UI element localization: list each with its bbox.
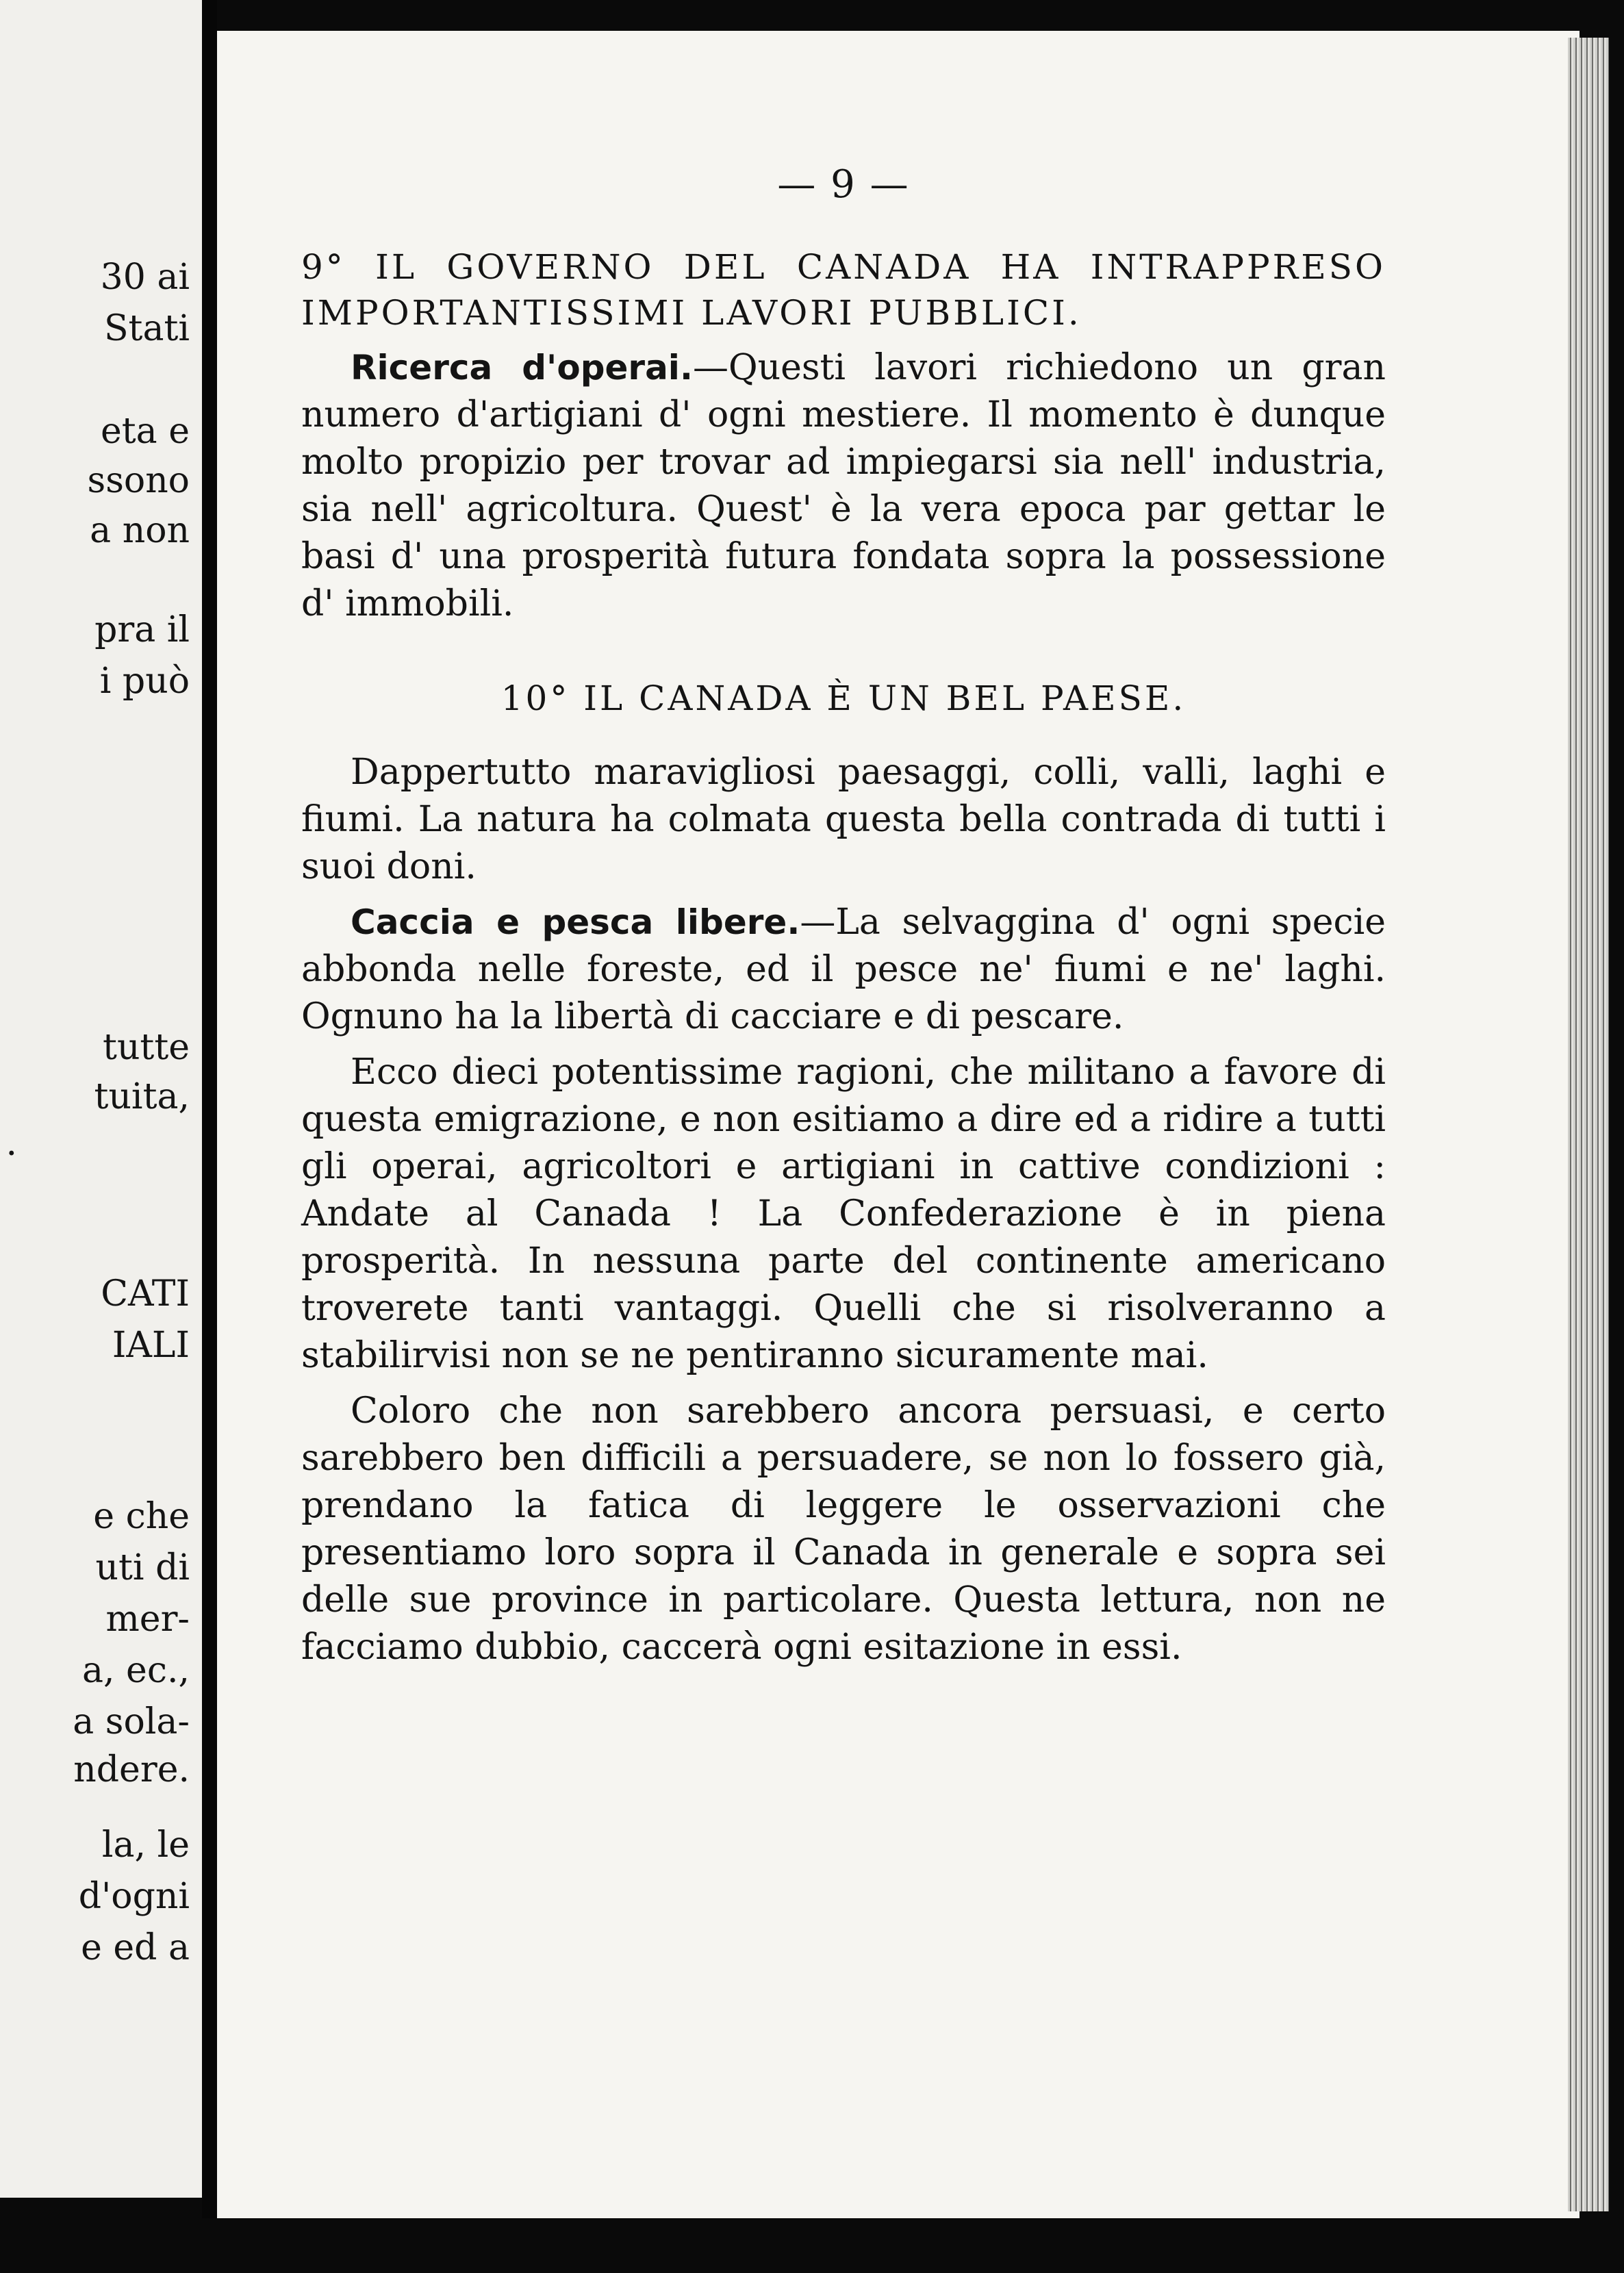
left-text-fragment: la, le	[101, 1825, 190, 1866]
left-page-fragment	[0, 0, 202, 2198]
left-text-fragment: Stati	[103, 308, 190, 349]
hunting-paragraph	[301, 899, 1386, 1041]
left-text-fragment: pra il	[94, 609, 190, 650]
left-text-fragment: tuita,	[94, 1076, 190, 1117]
section-9-heading: 9° IL GOVERNO DEL CANADA HA INTRAPPRESO IMPORTANTISSIMI LAVORI PUBBLICI.	[301, 247, 1386, 333]
left-text-fragment: a sola-	[73, 1701, 190, 1742]
left-text-fragment: 30 ai	[100, 257, 190, 298]
hunting-text: —La selvaggina d' ogni specie abbonda nelle foreste, ed il pesce ne' fiumi e ne' laghi. Ognuno ha la libertà di cacciare e di pescare.	[301, 902, 1386, 1037]
left-text-fragment: a, ec.,	[81, 1650, 190, 1691]
left-text-fragment: e che	[93, 1496, 190, 1537]
hunting-runin-title: Caccia e pesca libere.	[351, 902, 800, 942]
left-text-fragment: ndere.	[73, 1749, 190, 1790]
page-number: — 9 —	[777, 162, 910, 207]
left-text-fragment: a non	[90, 510, 190, 551]
book-gutter	[202, 0, 217, 2218]
left-text-fragment: CATI	[101, 1273, 190, 1315]
left-text-fragment: eta e	[101, 411, 190, 452]
section-9-runin-title: Ricerca d'operai.	[351, 348, 693, 388]
left-text-fragment: ssono	[87, 460, 190, 501]
section-10-paragraph: Dappertutto maravigliosi paesaggi, colli, valli, laghi e fiumi. La natura ha colmata questa bella contrada di tutti i suoi doni.	[301, 752, 1386, 887]
section-10-heading: 10° IL CANADA È UN BEL PAESE.	[500, 678, 1187, 718]
section-9-text: —Questi lavori richiedono un gran numero d'artigiani d' ogni mestiere. Il momento è dunque molto propizio per trovar ad impiegarsi sia nell' industria, sia nell' agricoltura. Quest' è la vera epoca par gettar le basi d' una prosperità futura fondata sopra la possessione d' immobili.	[301, 347, 1386, 624]
conclusion-paragraph: Ecco dieci potentissime ragioni, che militano a favore di questa emigrazione, e non esitiamo a dire ed a ridire a tutti gli operai, agricoltori e artigiani in cattive condizioni : Andate al Canada ! La Confederazione è in piena prosperità. In nessuna parte del continente americano troverete tanti vantaggi. Quelli che si risolveranno a stabilirvisi non se ne pentiranno sicuramente mai.	[301, 1052, 1386, 1376]
page-text	[301, 161, 1386, 1671]
left-text-fragment: .	[5, 1123, 17, 1164]
left-text-fragment: i può	[99, 661, 190, 702]
left-text-fragment: IALI	[112, 1325, 190, 1366]
final-paragraph: Coloro che non sarebbero ancora persuasi, e certo sarebbero ben difficili a persuadere, se non lo fossero già, prendano la fatica di leggere le osservazioni che presentiamo loro sopra il Canada in generale e sopra sei delle sue province in particolare. Questa lettura, non ne facciamo dubbio, caccerà ogni esitazione in essi.	[301, 1391, 1386, 1668]
section-9-paragraph	[301, 344, 1386, 628]
left-text-fragment: e ed a	[81, 1927, 190, 1968]
left-text-fragment: uti di	[95, 1547, 190, 1588]
left-text-fragment: d'ogni	[78, 1876, 190, 1917]
left-text-fragment: tutte	[103, 1027, 190, 1068]
page-edge	[1568, 38, 1609, 2211]
left-text-fragment: mer-	[105, 1599, 190, 1640]
